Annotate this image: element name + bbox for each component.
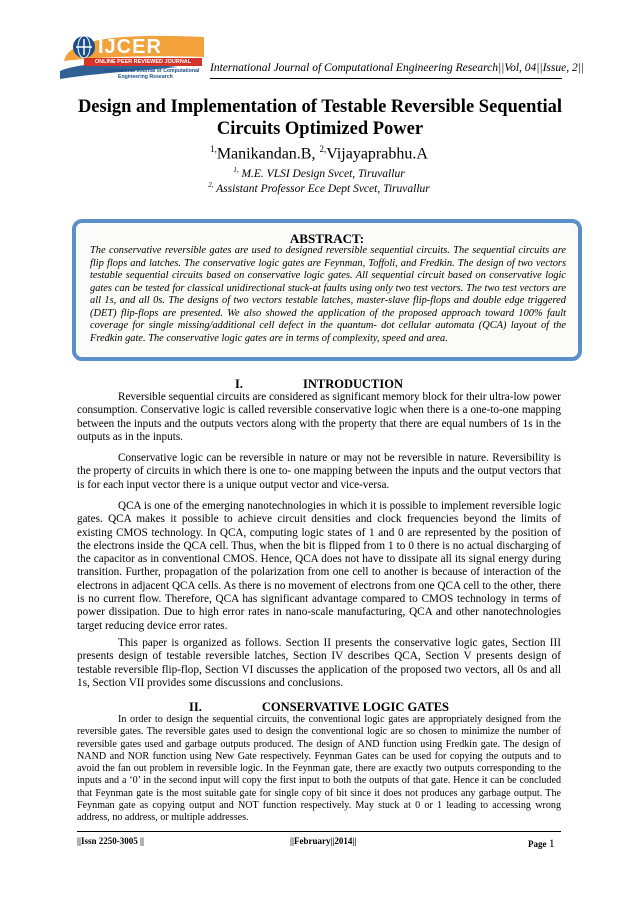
paragraph-1: Reversible sequential circuits are considered as significant memory block for their ultra-low power consumption. Conservative logic is called reversible conservative logic when there is a one-to-one mapping between the inputs and the outputs vectors along with the property that there are equal numbers of 1s in the outputs as in the inputs. [77, 391, 561, 443]
abstract-heading: ABSTRACT: [289, 231, 365, 246]
journal-running-header: International Journal of Computational Engineering Research||Vol, 04||Issue, 2|| [210, 62, 585, 74]
paper-title [60, 96, 580, 140]
logo-subtitle [104, 68, 199, 80]
affiliation-1-mark: 1, [233, 166, 239, 174]
journal-logo [58, 31, 206, 83]
footer-page-number: 1 [548, 836, 555, 850]
author1-name: Manikandan.B, [216, 145, 316, 163]
author2-name: Vijayaprabhu.A [326, 145, 428, 163]
section-1-heading [0, 377, 638, 392]
footer-page-label: Page [528, 839, 547, 849]
paragraph-5: In order to design the sequential circuits, the conventional logic gates are appropriately designed from the reversible gates. The reversible gates used to design the conventional logic are so chosen to minimize the number of reversible gates used and garbage outputs produced. The design of AND function using Fredkin gate. The design of NAND and NOR function using New Gate respectively. Feynman Gates can be used for copying the outputs and to avoid the fan out problem in reversible logic. In the Feynman gate, there are exactly two outputs corresponding to the inputs and a ‘0’ in the second input will copy the first input to both the outputs of that gate. Hence it can be concluded that Feynman gate is the most suitable gate for single copy of bit since it does not produces any garbage output. The Feynman gate as copying output and NOT function respectively. May stuck at 0 or 1 leading to accessing wrong address, no address, or multiple addresses. [77, 714, 561, 824]
section-1-number: I. [234, 377, 243, 391]
paper-title-line2: Circuits Optimized Power [216, 119, 424, 139]
logo-subtitle-line1: International Journal of Computational [104, 68, 200, 74]
logo-tagline: ONLINE PEER REVIEWED JOURNAL [84, 58, 202, 66]
author1-mark: 1, [210, 144, 217, 154]
header-rule [210, 78, 562, 79]
paragraph-4: This paper is organized as follows. Section II presents the conservative logic gates, Section III presents design of testable reversible latches, Section IV describes QCA, Section V presents design of testable reversible flip-flop, Section VI discusses the application of the proposed two vectors, all 0s and all 1s, Section VII provides some discussions and conclusions. [77, 637, 561, 689]
affiliation-2-text: Assistant Professor Ece Dept Svcet, Tiruvallur [216, 182, 430, 195]
affiliation-1-text: M.E. VLSI Design Svcet, Tiruvallur [241, 167, 405, 180]
affiliation-2 [0, 181, 638, 195]
section-2-number: II. [189, 700, 202, 714]
footer-page [528, 836, 555, 851]
logo-subtitle-line2: Engineering Research [118, 74, 173, 80]
section-1-title: INTRODUCTION [302, 377, 403, 391]
affiliation-2-mark: 2, [208, 181, 214, 189]
author2-mark: 2, [319, 144, 327, 154]
section-2-title: CONSERVATIVE LOGIC GATES [261, 700, 449, 714]
footer-date: ||February||2014|| [290, 836, 357, 846]
paragraph-3: QCA is one of the emerging nanotechnologies in which it is possible to implement reversible logic gates. QCA makes it possible to achieve circuit densities and clock frequencies beyond the limits of existing CMOS technology. In QCA, computing logic states of 1 and 0 are represented by the position of the electrons inside the QCA cell. Thus, when the bit is flipped from 1 to 0 there is no actual discharging of the capacitor as in conventional CMOS. Hence, QCA does not have to dissipate all its signal energy during transition. Further, propagation of the polarization from one cell to another is because of interaction of the electrons in adjacent QCA cells. As there is no movement of electrons from one QCA cell to the other, there is no current flow. Therefore, QCA has significant advantage compared to CMOS technology in terms of power dissipation. Due to high error rates in nano-scale manufacturing, QCA and other nanotechnologies target reducing device error rates. [77, 500, 561, 632]
logo-wordmark: IJCER [98, 36, 162, 58]
paper-title-line1: Design and Implementation of Testable Reversible Sequential [77, 97, 563, 117]
abstract-text: The conservative reversible gates are used to designed reversible sequential circuits. The sequential circuits are flip flops and latches. The conservative logic gates are Feynman, Toffoli, and Fredkin. The design of two vectors testable sequential circuits based on conservative logic gates. All sequential circuit based on conservative logic gates can be tested for classical unidirectional stuck-at faults using only two test vectors. The two test vectors are all 1s, and all 0s. The designs of two vectors testable latches, master-slave flip-flops and double edge triggered (DET) flip-flops are presented. We also showed the application of the proposed approach toward 100% fault coverage for single missing/additional cell defect in the quantum- dot cellular automata (QCA) layout of the Fredkin gate. The conservative logic gates are in terms of complexity, speed and area. [90, 245, 566, 344]
paragraph-2: Conservative logic can be reversible in nature or may not be reversible in nature. Reversibility is the property of circuits in which there is one to- one mapping between the inputs and the output vectors that is for each input vector there is a unique output vector and vice-versa. [77, 452, 561, 491]
footer-rule [77, 831, 561, 832]
footer-issn: ||Issn 2250-3005 || [77, 836, 144, 846]
section-2-heading [0, 700, 638, 715]
affiliation-1 [0, 166, 638, 180]
abstract-box [72, 219, 582, 361]
author-line [0, 144, 638, 163]
